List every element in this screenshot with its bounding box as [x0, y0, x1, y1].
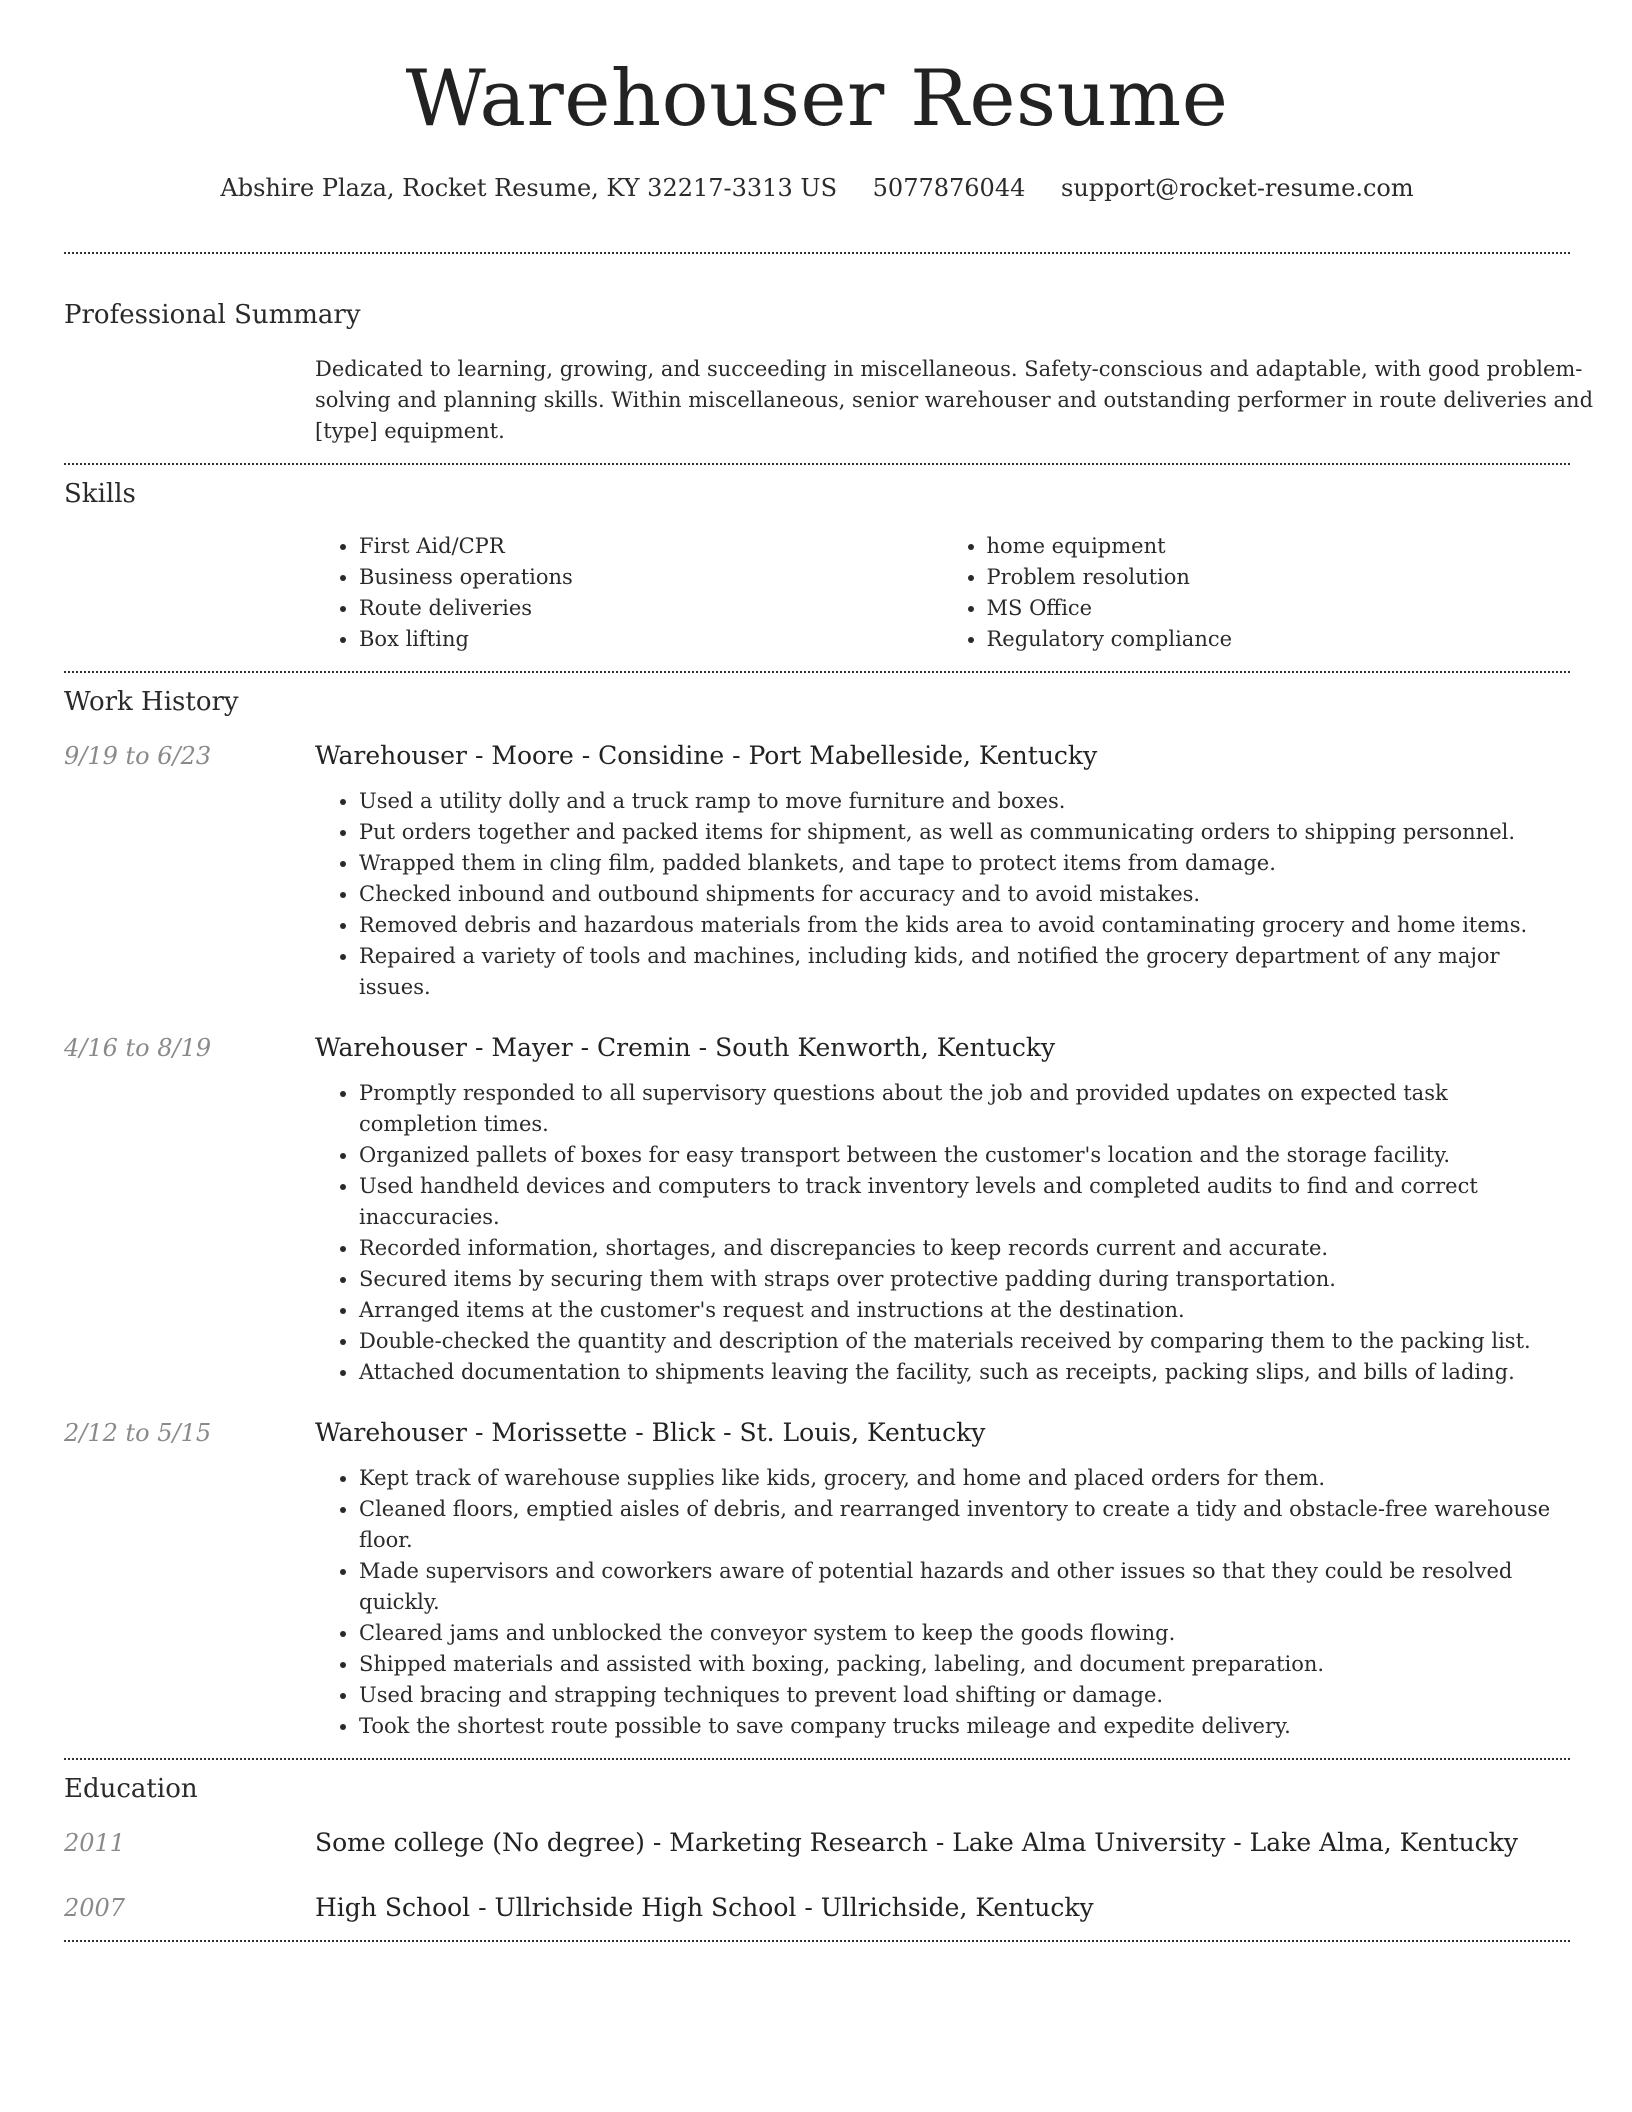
- job-entry: [64, 1418, 1570, 1742]
- skills-list-left: [315, 531, 943, 655]
- section-title-skills: Skills: [64, 479, 136, 509]
- job-dates: 4/16 to 8/19: [64, 1034, 212, 1062]
- job-entry: [64, 1033, 1570, 1388]
- job-title: Warehouser - Mayer - Cremin - South Kenworth, Kentucky: [315, 1033, 1056, 1062]
- job-bullet: • Made supervisors and coworkers aware of potential hazards and other issues so that they could be resolved quickly.: [359, 1556, 1570, 1618]
- resume-title: Warehouser Resume: [405, 54, 1229, 144]
- skill-item: • Regulatory compliance: [987, 624, 1571, 655]
- contact-phone: 5077876044: [872, 174, 1026, 202]
- job-bullet: • Used bracing and strapping techniques to prevent load shifting or damage.: [359, 1680, 1570, 1711]
- job-dates: 2/12 to 5/15: [64, 1419, 212, 1447]
- skills-section: [64, 465, 1570, 655]
- divider: [64, 1940, 1570, 1942]
- section-title-education: Education: [64, 1774, 198, 1804]
- job-bullet: • Took the shortest route possible to save company trucks mileage and expedite delivery.: [359, 1711, 1570, 1742]
- skills-columns: [315, 531, 1570, 655]
- job-header: [64, 741, 1570, 770]
- job-bullet: • Removed debris and hazardous materials from the kids area to avoid contaminating grocery and home items.: [359, 910, 1570, 941]
- skill-item: • Route deliveries: [359, 593, 943, 624]
- section-title-summary: Professional Summary: [64, 300, 361, 330]
- education-title: High School - Ullrichside High School - Ullrichside, Kentucky: [315, 1893, 1094, 1922]
- job-bullet: • Cleared jams and unblocked the conveyor system to keep the goods flowing.: [359, 1618, 1570, 1649]
- education-year: 2007: [64, 1894, 126, 1922]
- job-bullet: • Repaired a variety of tools and machines, including kids, and notified the grocery department of any major issues.: [359, 941, 1570, 1003]
- job-dates: 9/19 to 6/23: [64, 742, 212, 770]
- skill-item: • First Aid/CPR: [359, 531, 943, 562]
- work-history-section: [64, 673, 1570, 1742]
- job-bullet: • Wrapped them in cling film, padded blankets, and tape to protect items from damage.: [359, 848, 1570, 879]
- job-bullet: • Used a utility dolly and a truck ramp to move furniture and boxes.: [359, 786, 1570, 817]
- job-bullet: • Kept track of warehouse supplies like kids, grocery, and home and placed orders for them.: [359, 1463, 1570, 1494]
- job-header: [64, 1033, 1570, 1062]
- education-entry: [64, 1828, 1570, 1857]
- job-bullets: [315, 1463, 1570, 1742]
- job-entry: [64, 741, 1570, 1003]
- skills-list-right: [943, 531, 1571, 655]
- job-bullet: • Used handheld devices and computers to track inventory levels and completed audits to find and correct inaccuracies.: [359, 1171, 1570, 1233]
- job-bullet: • Recorded information, shortages, and discrepancies to keep records current and accurate.: [359, 1233, 1570, 1264]
- contact-line: [64, 174, 1570, 202]
- job-bullet: • Organized pallets of boxes for easy transport between the customer's location and the storage facility.: [359, 1140, 1570, 1171]
- job-bullets: [315, 786, 1570, 1003]
- job-bullet: • Put orders together and packed items for shipment, as well as communicating orders to shipping personnel.: [359, 817, 1570, 848]
- skill-item: • Business operations: [359, 562, 943, 593]
- skill-item: • home equipment: [987, 531, 1571, 562]
- job-bullets: [315, 1078, 1570, 1388]
- summary-text: Dedicated to learning, growing, and succeeding in miscellaneous. Safety-conscious and adaptable, with good problem-solving and planning skills. Within miscellaneous, senior warehouser and outstanding performer in route deliveries and [type] equipment.: [315, 357, 1594, 443]
- skill-item: • Box lifting: [359, 624, 943, 655]
- job-bullet: • Arranged items at the customer's request and instructions at the destination.: [359, 1295, 1570, 1326]
- job-title: Warehouser - Moore - Considine - Port Mabelleside, Kentucky: [315, 741, 1098, 770]
- job-bullet: • Promptly responded to all supervisory questions about the job and provided updates on expected task completion times.: [359, 1078, 1570, 1140]
- skill-item: • MS Office: [987, 593, 1571, 624]
- job-bullet: • Attached documentation to shipments leaving the facility, such as receipts, packing slips, and bills of lading.: [359, 1357, 1570, 1388]
- summary-section: [64, 254, 1594, 447]
- education-entry: [64, 1893, 1570, 1922]
- job-title: Warehouser - Morissette - Blick - St. Louis, Kentucky: [315, 1418, 986, 1447]
- job-bullet: • Secured items by securing them with straps over protective padding during transportation.: [359, 1264, 1570, 1295]
- job-bullet: • Shipped materials and assisted with boxing, packing, labeling, and document preparation.: [359, 1649, 1570, 1680]
- job-header: [64, 1418, 1570, 1447]
- education-title: Some college (No degree) - Marketing Research - Lake Alma University - Lake Alma, Kentucky: [315, 1828, 1518, 1857]
- section-title-work: Work History: [64, 687, 239, 717]
- job-bullet: • Checked inbound and outbound shipments for accuracy and to avoid mistakes.: [359, 879, 1570, 910]
- education-section: [64, 1760, 1570, 1922]
- job-bullet: • Double-checked the quantity and description of the materials received by comparing them to the packing list.: [359, 1326, 1570, 1357]
- education-year: 2011: [64, 1829, 126, 1857]
- contact-address: Abshire Plaza, Rocket Resume, KY 32217-3313 US: [220, 174, 838, 202]
- skill-item: • Problem resolution: [987, 562, 1571, 593]
- resume-page: [64, 0, 1594, 1942]
- job-bullet: • Cleaned floors, emptied aisles of debris, and rearranged inventory to create a tidy and obstacle-free warehouse floor.: [359, 1494, 1570, 1556]
- contact-email: support@rocket-resume.com: [1061, 174, 1414, 202]
